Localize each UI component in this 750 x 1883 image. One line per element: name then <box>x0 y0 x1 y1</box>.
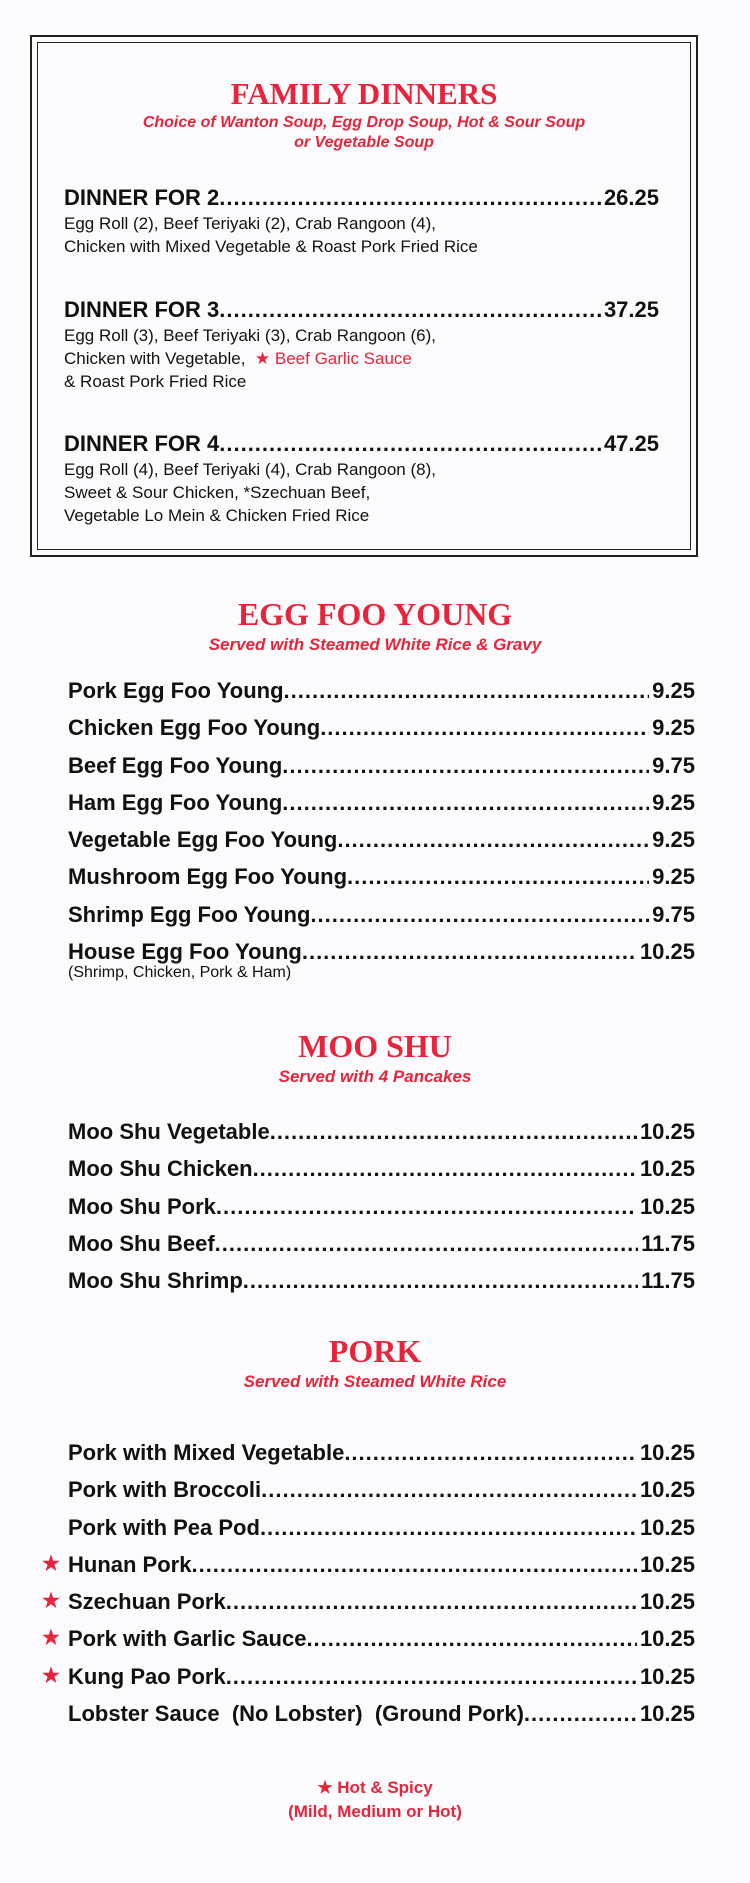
leader-dots <box>284 672 650 709</box>
dinner-desc-line: Egg Roll (3), Beef Teriyaki (3), Crab Rangoon (6), <box>64 326 436 345</box>
legend-line <box>0 1776 750 1800</box>
dinner-desc-line: Egg Roll (4), Beef Teriyaki (4), Crab Rangoon (8), <box>64 460 436 479</box>
egg-foo-young-subtitle: Served with Steamed White Rice & Gravy <box>208 635 542 654</box>
dinner-for-4 <box>64 430 659 527</box>
spicy-legend <box>0 1776 750 1824</box>
menu-item <box>68 1434 695 1471</box>
menu-item <box>68 858 695 895</box>
spicy-item-label: Beef Garlic Sauce <box>274 349 412 368</box>
menu-item <box>68 1188 695 1225</box>
legend-line: (Mild, Medium or Hot) <box>288 1802 462 1821</box>
menu-item <box>68 1509 695 1546</box>
family-dinners-title: FAMILY DINNERS <box>230 76 498 111</box>
menu-item <box>68 747 695 784</box>
menu-item <box>68 1262 695 1299</box>
item-name: Pork with Mixed Vegetable <box>68 1440 345 1465</box>
menu-item <box>68 1695 695 1732</box>
dinner-desc-text: Chicken with Vegetable, <box>64 349 246 368</box>
moo-shu-header <box>0 1028 750 1087</box>
moo-shu-subtitle: Served with 4 Pancakes <box>278 1067 472 1086</box>
egg-foo-young-header <box>0 596 750 655</box>
menu-item <box>68 821 695 858</box>
item-name: Shrimp Egg Foo Young <box>68 901 311 927</box>
leader-dots <box>270 1113 637 1150</box>
item-price: 10.25 <box>639 1156 695 1182</box>
item-name: Ham Egg Foo Young <box>68 789 283 815</box>
item-price: 10.25 <box>639 1514 695 1540</box>
menu-item <box>42 1583 695 1620</box>
star-icon: ★ <box>250 349 275 368</box>
item-price: 10.25 <box>639 1119 695 1144</box>
dinner-price: 37.25 <box>603 297 659 322</box>
menu-item <box>68 1113 695 1150</box>
item-price: 9.75 <box>652 901 695 927</box>
item-note: (Shrimp, Chicken, Pork & Ham) <box>68 964 292 982</box>
item-price: 9.25 <box>652 789 695 815</box>
dinner-for-3 <box>64 296 659 393</box>
dinner-price: 47.25 <box>603 431 659 456</box>
egg-foo-young-list <box>68 672 695 982</box>
item-price: 10.25 <box>639 1440 695 1465</box>
dinner-desc-line: & Roast Pork Fried Rice <box>64 372 247 391</box>
dinner-desc-line <box>64 347 659 370</box>
leader-dots <box>524 1695 637 1732</box>
item-name: House Egg Foo Young <box>68 939 302 965</box>
dinner-price: 26.25 <box>603 185 659 210</box>
pork-subtitle: Served with Steamed White Rice <box>243 1372 507 1391</box>
item-price: 10.25 <box>639 1663 695 1689</box>
dinner-line <box>64 184 659 212</box>
leader-dots <box>219 184 604 212</box>
leader-dots <box>344 1434 637 1471</box>
star-icon: ★ <box>42 1627 60 1650</box>
leader-dots <box>243 1262 638 1299</box>
item-price: 10.25 <box>639 1551 695 1577</box>
moo-shu-list <box>68 1113 695 1299</box>
leader-dots <box>306 1620 637 1657</box>
item-name: Chicken Egg Foo Young <box>68 715 321 741</box>
item-price: 9.25 <box>652 678 695 703</box>
item-price: 11.75 <box>641 1230 695 1256</box>
item-name: Moo Shu Beef <box>68 1230 215 1256</box>
item-price: 9.25 <box>652 715 695 741</box>
leader-dots <box>216 1188 637 1225</box>
menu-item <box>68 1150 695 1187</box>
leader-dots <box>261 1471 637 1508</box>
leader-dots <box>302 933 637 970</box>
leader-dots <box>219 430 604 458</box>
pork-list <box>42 1434 695 1732</box>
menu-item <box>42 1546 695 1583</box>
item-name: Szechuan Pork <box>68 1589 226 1615</box>
item-name: Moo Shu Pork <box>68 1193 216 1219</box>
legend-label: Hot & Spicy <box>337 1778 433 1797</box>
menu-item <box>68 896 695 933</box>
item-name: Kung Pao Pork <box>68 1663 226 1689</box>
leader-dots <box>337 821 649 858</box>
menu-item <box>42 1658 695 1695</box>
family-dinners-subtitle-1: Choice of Wanton Soup, Egg Drop Soup, Hot & Sour Soup <box>142 114 586 131</box>
item-price: 10.25 <box>639 1589 695 1615</box>
item-name: Pork Egg Foo Young <box>68 678 284 703</box>
leader-dots <box>219 296 604 324</box>
item-price: 11.75 <box>641 1268 695 1294</box>
dinner-name: DINNER FOR 3 <box>64 297 220 322</box>
dinner-line <box>64 296 659 324</box>
item-price: 10.25 <box>639 1701 695 1727</box>
pork-title: PORK <box>328 1333 422 1369</box>
item-name: Beef Egg Foo Young <box>68 752 283 778</box>
menu-item <box>68 1225 695 1262</box>
item-name: Lobster Sauce (No Lobster) (Ground Pork) <box>68 1701 524 1727</box>
egg-foo-young-title: EGG FOO YOUNG <box>237 596 513 632</box>
menu-item <box>42 1620 695 1657</box>
item-name: Mushroom Egg Foo Young <box>68 864 348 890</box>
dinner-name: DINNER FOR 2 <box>64 185 220 210</box>
family-dinners-box <box>30 35 698 557</box>
dinner-desc-line: Sweet & Sour Chicken, *Szechuan Beef, <box>64 483 371 502</box>
star-icon: ★ <box>317 1778 338 1797</box>
item-name: Moo Shu Chicken <box>68 1156 253 1182</box>
menu-item <box>68 784 695 821</box>
leader-dots <box>260 1509 637 1546</box>
item-price: 9.75 <box>652 752 695 778</box>
pork-header <box>0 1333 750 1392</box>
menu-item <box>68 709 695 746</box>
item-name: Pork with Pea Pod <box>68 1514 260 1540</box>
star-icon: ★ <box>42 1590 60 1613</box>
item-price: 10.25 <box>639 1193 695 1219</box>
item-name: Hunan Pork <box>68 1551 192 1577</box>
leader-dots <box>282 784 649 821</box>
item-name: Moo Shu Vegetable <box>68 1119 270 1144</box>
family-dinners-subtitle-2: or Vegetable Soup <box>294 134 434 151</box>
menu-item <box>68 1471 695 1508</box>
item-price: 10.25 <box>639 939 695 965</box>
leader-dots <box>226 1583 637 1620</box>
item-name: Vegetable Egg Foo Young <box>68 827 338 853</box>
item-name: Pork with Garlic Sauce <box>68 1626 307 1652</box>
item-price: 9.25 <box>652 864 695 890</box>
dinner-desc-line: Chicken with Mixed Vegetable & Roast Pork Fried Rice <box>64 237 478 256</box>
leader-dots <box>215 1225 638 1262</box>
leader-dots <box>282 747 649 784</box>
leader-dots <box>226 1658 637 1695</box>
item-price: 9.25 <box>652 827 695 853</box>
leader-dots <box>347 858 649 895</box>
dinner-for-2 <box>64 184 659 258</box>
menu-item <box>68 672 695 709</box>
leader-dots <box>320 709 649 746</box>
item-name: Moo Shu Shrimp <box>68 1268 243 1294</box>
item-name: Pork with Broccoli <box>68 1477 262 1503</box>
item-price: 10.25 <box>639 1477 695 1503</box>
dinner-desc-line: Vegetable Lo Mein & Chicken Fried Rice <box>64 506 370 525</box>
star-icon: ★ <box>42 1552 60 1575</box>
menu-item <box>68 933 695 970</box>
dinner-name: DINNER FOR 4 <box>64 431 220 456</box>
item-price: 10.25 <box>639 1626 695 1652</box>
star-icon: ★ <box>42 1664 60 1687</box>
leader-dots <box>253 1150 637 1187</box>
leader-dots <box>310 896 649 933</box>
dinner-line <box>64 430 659 458</box>
dinner-desc-line: Egg Roll (2), Beef Teriyaki (2), Crab Rangoon (4), <box>64 214 436 233</box>
moo-shu-title: MOO SHU <box>298 1028 452 1064</box>
leader-dots <box>191 1546 636 1583</box>
